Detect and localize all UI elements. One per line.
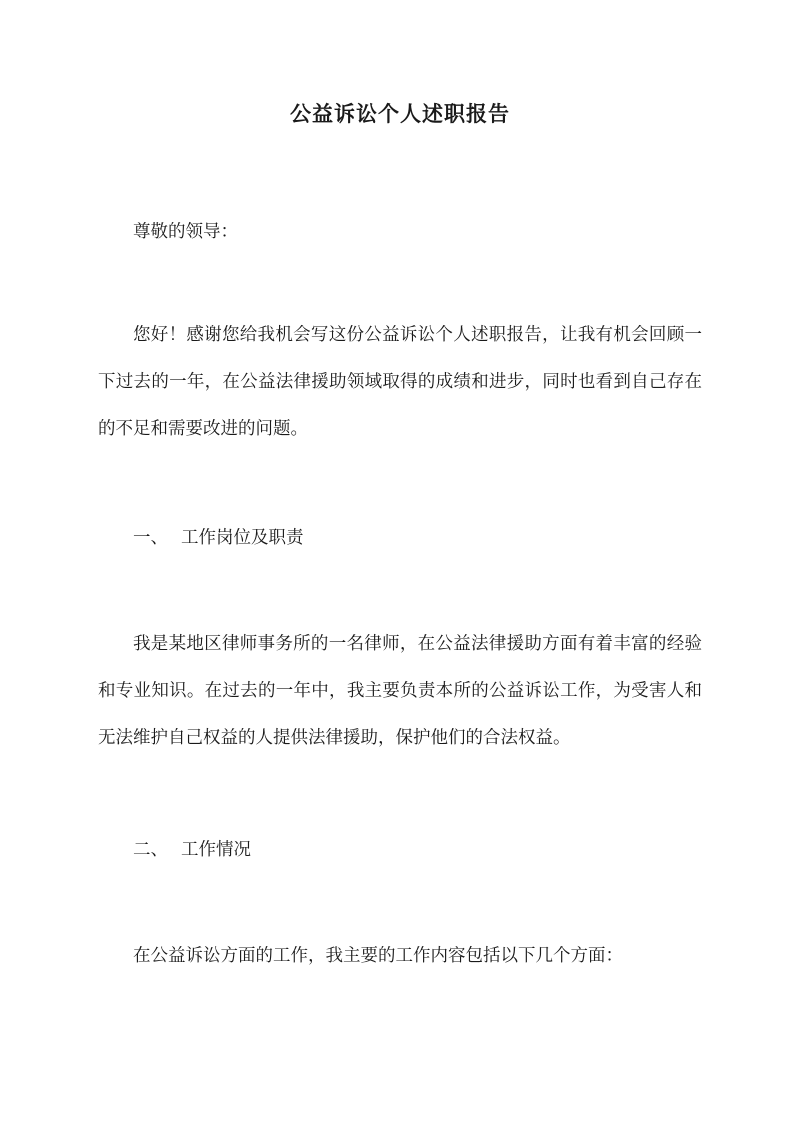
paragraph-intro: 您好！感谢您给我机会写这份公益诉讼个人述职报告，让我有机会回顾一下过去的一年，在公益法律援助领域取得的成绩和进步，同时也看到自己存在的不足和需要改进的问题。 [98,325,702,439]
paragraph-work-content: 在公益诉讼方面的工作，我主要的工作内容包括以下几个方面： [133,946,623,966]
section-heading-2 [98,827,702,874]
section-title-1: 工作岗位及职责 [181,528,304,548]
paragraph-job-duties: 我是某地区律师事务所的一名律师，在公益法律援助方面有着丰富的经验和专业知识。在过去的一年中，我主要负责本所的公益诉讼工作，为受害人和无法维护自己权益的人提供法律援助，保护他们的合法权益。 [98,634,702,748]
section-title-2: 工作情况 [181,840,251,860]
section-number-1: 一、 [133,528,168,548]
section-number-2: 二、 [133,840,168,860]
document-title: 公益诉讼个人述职报告 [290,101,510,126]
salutation: 尊敬的领导： [133,222,238,242]
section-heading-1 [98,515,702,562]
